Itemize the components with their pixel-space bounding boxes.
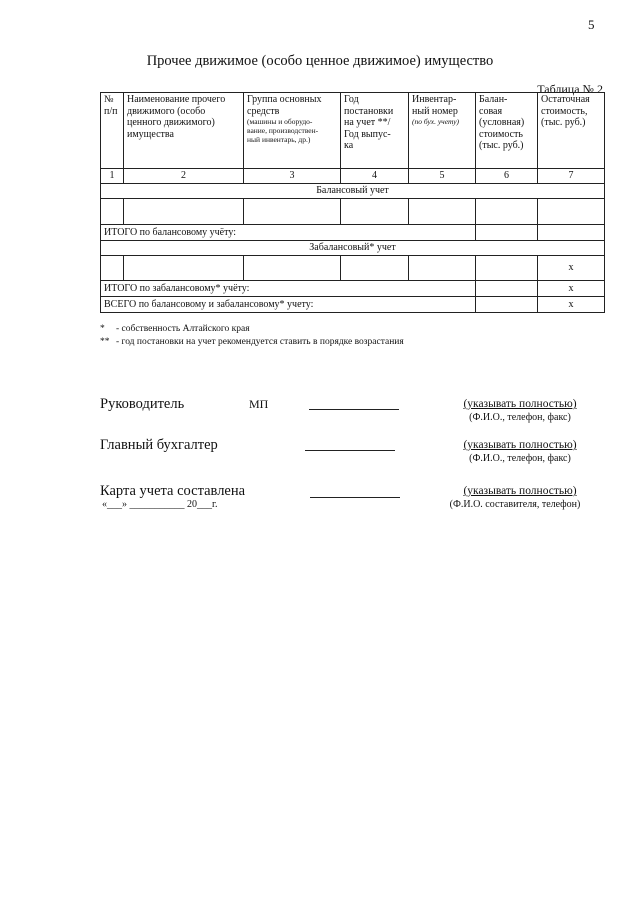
header-text: движимого (особо [127, 105, 206, 117]
table-header-row [101, 93, 605, 169]
total-row-all [101, 297, 605, 313]
table-cell[interactable] [341, 256, 409, 281]
x-mark: x [538, 281, 605, 297]
x-mark: x [538, 256, 605, 281]
header-cell-name [124, 93, 244, 169]
compiler-label: Карта учета составлена [100, 483, 246, 499]
head-sub: (Ф.И.О., телефон, факс) [469, 412, 571, 423]
section-row-offbalance [101, 241, 605, 256]
header-note: (машины и оборудо- [247, 117, 313, 126]
table-cell[interactable] [476, 256, 538, 281]
header-text: ка [344, 140, 354, 151]
accountant-label: Главный бухгалтер [100, 437, 218, 453]
table-cell[interactable] [476, 297, 538, 313]
header-text: на учет **/ [344, 117, 391, 128]
header-cell-number [101, 93, 124, 169]
header-note: вание, производствен- [247, 126, 319, 135]
compiler-signature-line[interactable] [310, 496, 400, 498]
accountant-hint [440, 439, 600, 451]
head-signature-line[interactable] [309, 408, 399, 410]
head-label: Руководитель [100, 396, 185, 412]
total-label: ИТОГО по балансовому учёту: [101, 225, 476, 241]
compiler-sub: (Ф.И.О. составителя, телефон) [449, 499, 581, 510]
header-text: Балан- [479, 94, 508, 105]
table-cell[interactable] [341, 199, 409, 225]
header-cell-year [341, 93, 409, 169]
footnotes [100, 323, 404, 349]
table-cell[interactable] [124, 199, 244, 225]
hint-text: (указывать полностью) [463, 398, 577, 410]
header-text: № [104, 94, 114, 105]
header-text: п/п [104, 105, 118, 117]
table-cell[interactable] [476, 225, 538, 241]
table-label: Таблица № 2 [537, 82, 603, 96]
table-row [101, 256, 605, 281]
header-text: постановки [344, 105, 394, 117]
page-title: Прочее движимое (особо ценное движимое) имущество [146, 53, 494, 69]
total-row-offbalance [101, 281, 605, 297]
header-text: совая [479, 105, 503, 117]
x-mark: x [538, 297, 605, 313]
header-text: стоимость, [541, 105, 588, 117]
table-cell[interactable] [538, 225, 605, 241]
footnote [100, 323, 404, 336]
footnote-mark: ** [100, 337, 110, 347]
header-text: Инвентар- [412, 94, 457, 105]
header-text: средств [247, 105, 280, 117]
total-label: ВСЕГО по балансовому и забалансовому* учету: [101, 297, 476, 313]
table-cell[interactable] [476, 199, 538, 225]
column-number: 5 [409, 169, 476, 184]
column-number: 6 [476, 169, 538, 184]
header-note: ный инвентарь, др.) [247, 135, 311, 144]
header-cell-inventory [409, 93, 476, 169]
section-title: Балансовый учет [101, 184, 605, 199]
table-cell[interactable] [101, 256, 124, 281]
section-title: Забалансовый* учет [101, 241, 605, 256]
table-cell[interactable] [538, 199, 605, 225]
table-cell[interactable] [409, 199, 476, 225]
column-number: 7 [538, 169, 605, 184]
table-cell[interactable] [409, 256, 476, 281]
header-cell-group [244, 93, 341, 169]
header-text: ный номер [412, 105, 458, 117]
header-text: Год [344, 94, 359, 105]
table-row [101, 199, 605, 225]
header-text: имущества [127, 128, 174, 140]
header-text: стоимость [479, 128, 523, 140]
section-row-balance [101, 184, 605, 199]
footnote [100, 336, 404, 349]
table-cell[interactable] [244, 256, 341, 281]
header-text: Наименование прочего [127, 94, 226, 105]
header-cell-residual-value [538, 93, 605, 169]
header-text: (тыс. руб.) [541, 117, 586, 128]
table-cell[interactable] [476, 281, 538, 297]
head-hint [440, 398, 600, 410]
footnote-mark: * [100, 324, 105, 334]
property-table [100, 92, 605, 313]
table-cell[interactable] [124, 256, 244, 281]
header-text: (тыс. руб.) [479, 140, 524, 151]
hint-text: (указывать полностью) [463, 439, 577, 451]
header-text: Год выпус- [344, 128, 391, 140]
footnote-text: - собственность Алтайского края [116, 324, 250, 334]
total-label: ИТОГО по забалансовому* учёту: [101, 281, 476, 297]
compiler-hint [440, 485, 600, 497]
page-number: 5 [588, 17, 595, 32]
header-text: Остаточная [541, 94, 590, 105]
table-cell[interactable] [101, 199, 124, 225]
date-field[interactable]: «___» ___________ 20___г. [102, 499, 218, 510]
header-cell-balance-value [476, 93, 538, 169]
header-text: (условная) [479, 117, 525, 128]
footnote-text: - год постановки на учет рекомендуется ставить в порядке возрастания [116, 337, 404, 347]
column-number: 4 [341, 169, 409, 184]
total-row-balance [101, 225, 605, 241]
header-text: ценного движимого) [127, 117, 215, 128]
header-text: Группа основных [247, 94, 322, 105]
stamp-label: МП [249, 397, 269, 411]
header-note: (по бух. учету) [412, 117, 460, 126]
accountant-sub: (Ф.И.О., телефон, факс) [469, 453, 571, 464]
accountant-signature-line[interactable] [305, 449, 395, 451]
hint-text: (указывать полностью) [463, 485, 577, 497]
column-number: 1 [101, 169, 124, 184]
table-cell[interactable] [244, 199, 341, 225]
column-number: 3 [244, 169, 341, 184]
column-number: 2 [124, 169, 244, 184]
column-number-row [101, 169, 605, 184]
